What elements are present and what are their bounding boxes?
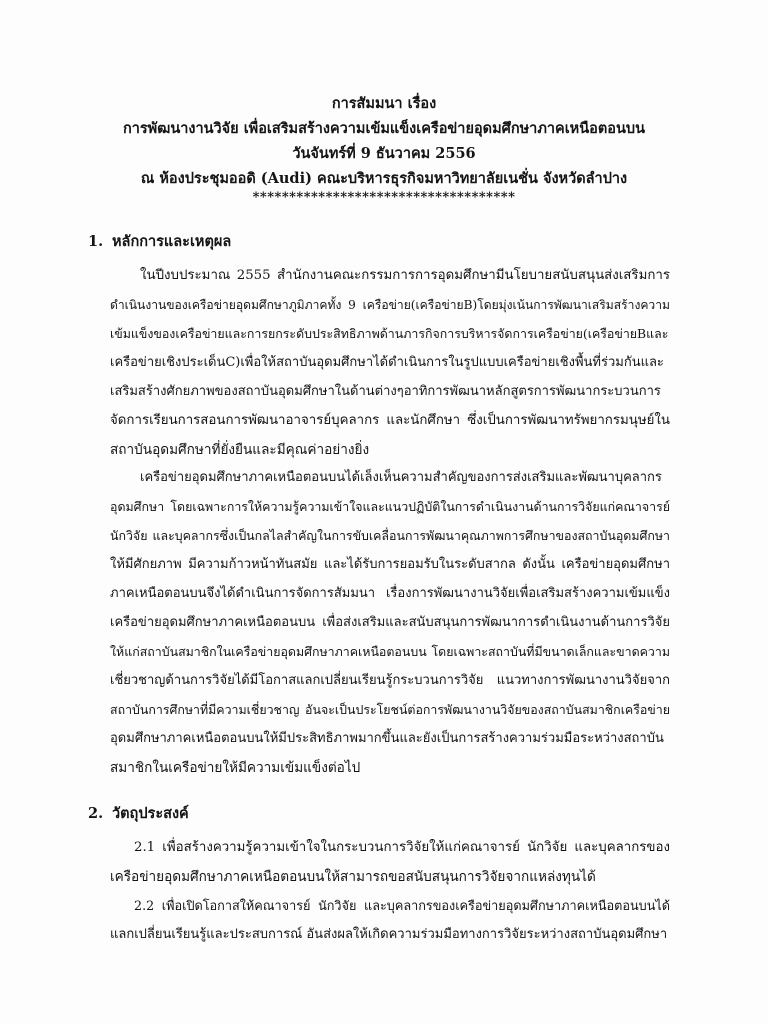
paragraph-line: เครือข่ายเชิงประเด็นC)เพื่อให้สถาบันอุดมศึกษาได้ดำเนินการในรูปแบบเครือข่ายเชิงพื้นที่ร่วมกันและ <box>110 355 664 370</box>
paragraph-line: เครือข่ายอุดมศึกษาภาคเหนือตอนบน เพื่อส่งเสริมและสนับสนุนการพัฒนาการดำเนินงานด้านการวิจัย <box>110 615 670 630</box>
section-2-title: วัตถุประสงค์ <box>112 805 189 822</box>
paragraph-line: เครือข่ายอุดมศึกษาภาคเหนือตอนบนได้เล็งเห็นความสำคัญของการส่งเสริมและพัฒนาบุคลากร <box>140 470 662 485</box>
paragraph-line: สมาชิกในเครือข่ายให้มีความเข้มแข็งต่อไป <box>110 760 361 776</box>
header-star-divider: ************************************ <box>252 190 516 205</box>
document-header <box>60 91 708 205</box>
header-seminar-label: การสัมมนา เรื่อง <box>331 95 437 112</box>
section-1-number: 1. <box>88 233 104 250</box>
paragraph-line: อุดมศึกษาภาคเหนือตอนบนให้มีประสิทธิภาพมากขึ้นและยังเป็นการสร้างความร่วมมือระหว่างสถาบัน <box>110 731 664 746</box>
section-1-title: หลักการและเหตุผล <box>112 233 232 250</box>
objective-item-line: 2.1 เพื่อสร้างความรู้ความเข้าใจในกระบวนการวิจัยให้แก่คณาจารย์ นักวิจัย และบุคลากรของ <box>134 840 670 855</box>
paragraph-line: อุดมศึกษา โดยเฉพาะการให้ความรู้ความเข้าใจและแนวปฏิบัติในการดำเนินงานด้านการวิจัยแก่คณาจารย์ <box>110 499 670 514</box>
section-2-heading <box>88 803 189 825</box>
header-seminar-topic: การพัฒนางานวิจัย เพื่อเสริมสร้างความเข้มแข็งเครือข่ายอุดมศึกษาภาคเหนือตอนบน <box>122 120 646 137</box>
paragraph-line: จัดการเรียนการสอนการพัฒนาอาจารย์บุคลากร และนักศึกษา ซึ่งเป็นการพัฒนาทรัพยากรมนุษย์ใน <box>110 413 670 428</box>
paragraph-line: ให้มีศักยภาพ มีความก้าวหน้าทันสมัย และได้รับการยอมรับในระดับสากล ดังนั้น เครือข่ายอุดมศึกษา <box>110 557 670 572</box>
objective-item-line: เครือข่ายอุดมศึกษาภาคเหนือตอนบนให้สามารถขอสนับสนุนการวิจัยจากแหล่งทุนได้ <box>110 869 596 885</box>
paragraph-line: นักวิจัย และบุคลากรซึ่งเป็นกลไลสำคัญในการขับเคลื่อนการพัฒนาคุณภาพการศึกษาของสถาบันอุดมศึกษา <box>110 528 670 543</box>
section-1-heading <box>88 231 231 253</box>
paragraph-line: สถาบันการศึกษาที่มีความเชี่ยวชาญ อันจะเป็นประโยชน์ต่อการพัฒนางานวิจัยของสถาบันสมาชิกเครือข่าย <box>110 702 670 717</box>
paragraph-line: ภาคเหนือตอนบนจึงได้ดำเนินการจัดการสัมมนา เรื่องการพัฒนางานวิจัยเพื่อเสริมสร้างความเข้มแข็ง <box>110 586 670 601</box>
objective-item-line: แลกเปลี่ยนเรียนรู้และประสบการณ์ อันส่งผลให้เกิดความร่วมมือทางการวิจัยระหว่างสถาบันอุดมศึกษา <box>110 927 668 942</box>
paragraph-line: ในปีงบประมาณ 2555 สำนักงานคณะกรรมการการอุดมศึกษามีนโยบายสนับสนุนส่งเสริมการ <box>140 268 670 283</box>
paragraph-line: เข้มแข็งของเครือข่ายและการยกระดับประสิทธิภาพด้านภารกิจการบริหารจัดการเครือข่าย(เครือข่ายBและ <box>110 326 669 341</box>
section-2-number: 2. <box>88 805 104 822</box>
paragraph-line: ให้แก่สถาบันสมาชิกในเครือข่ายอุดมศึกษาภาคเหนือตอนบน โดยเฉพาะสถาบันที่มีขนาดเล็กและขาดความ <box>110 644 670 659</box>
paragraph-line: เชี่ยวชาญด้านการวิจัยได้มีโอกาสแลกเปลี่ยนเรียนรู้กระบวนการวิจัย แนวทางการพัฒนางานวิจัยจาก <box>110 673 670 688</box>
paragraph-line: เสริมสร้างศักยภาพของสถาบันอุดมศึกษาในด้านต่างๆอาทิการพัฒนาหลักสูตรการพัฒนากระบวนการ <box>110 384 661 399</box>
paragraph-line: ดำเนินงานของเครือข่ายอุดมศึกษาภูมิภาคทั้ง 9 เครือข่าย(เครือข่ายB)โดยมุ่งเน้นการพัฒนาเสริมสร้างความ <box>110 298 670 312</box>
header-date: วันจันทร์ที่ 9 ธันวาคม 2556 <box>292 145 476 162</box>
objective-item-line: 2.2 เพื่อเปิดโอกาสให้คณาจารย์ นักวิจัย และบุคลากรของเครือข่ายอุดมศึกษาภาคเหนือตอนบนได้ <box>134 898 670 913</box>
paragraph-line: สถาบันอุดมศึกษาที่ยั่งยืนและมีคุณค่าอย่างยิ่ง <box>110 442 370 458</box>
header-venue: ณ ห้องประชุมออดิ (Audi) คณะบริหารธุรกิจมหาวิทยาลัยเนชั่น จังหวัดลำปาง <box>140 170 628 187</box>
